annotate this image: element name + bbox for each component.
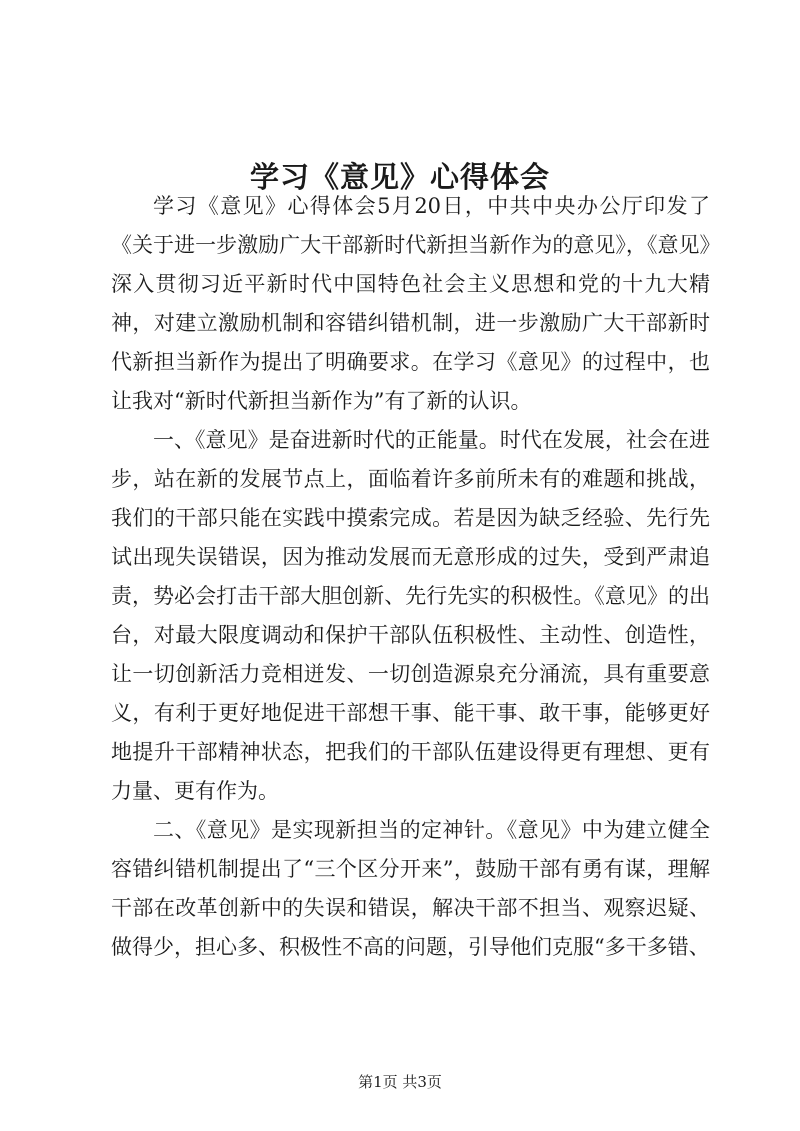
document-body: [111, 187, 710, 967]
page-number-footer: 第1页 共3页: [358, 1073, 442, 1091]
paragraph-intro: 学习《意见》心得体会5月20日，中共中央办公厅印发了《关于进一步激励广大干部新时代新担当新作为的意见》，《意见》深入贯彻习近平新时代中国特色社会主义思想和党的十九大精神，对建立激励机制和容错纠错机制，进一步激励广大干部新时代新担当新作为提出了明确要求。在学习《意见》的过程中，也让我对“新时代新担当新作为”有了新的认识。: [111, 194, 710, 413]
document-title: 学习《意见》心得体会: [249, 160, 550, 195]
paragraph-section-two: 二、《意见》是实现新担当的定神针。《意见》中为建立健全容错纠错机制提出了“三个区分开来”，鼓励干部有勇有谋，理解干部在改革创新中的失误和错误，解决干部不担当、观察迟疑、做得少，担心多、积极性不高的问题，引导他们克服“多干多错、: [111, 818, 710, 959]
paragraph-section-one: 一、《意见》是奋进新时代的正能量。时代在发展，社会在进步，站在新的发展节点上，面临着许多前所未有的难题和挑战，我们的干部只能在实践中摸索完成。若是因为缺乏经验、先行先试出现失误错误，因为推动发展而无意形成的过失，受到严肃追责，势必会打击干部大胆创新、先行先实的积极性。《意见》的出台，对最大限度调动和保护干部队伍积极性、主动性、创造性，让一切创新活力竞相迸发、一切创造源泉充分涌流，具有重要意义，有利于更好地促进干部想干事、能干事、敢干事，能够更好地提升干部精神状态，把我们的干部队伍建设得更有理想、更有力量、更有作为。: [111, 428, 710, 803]
